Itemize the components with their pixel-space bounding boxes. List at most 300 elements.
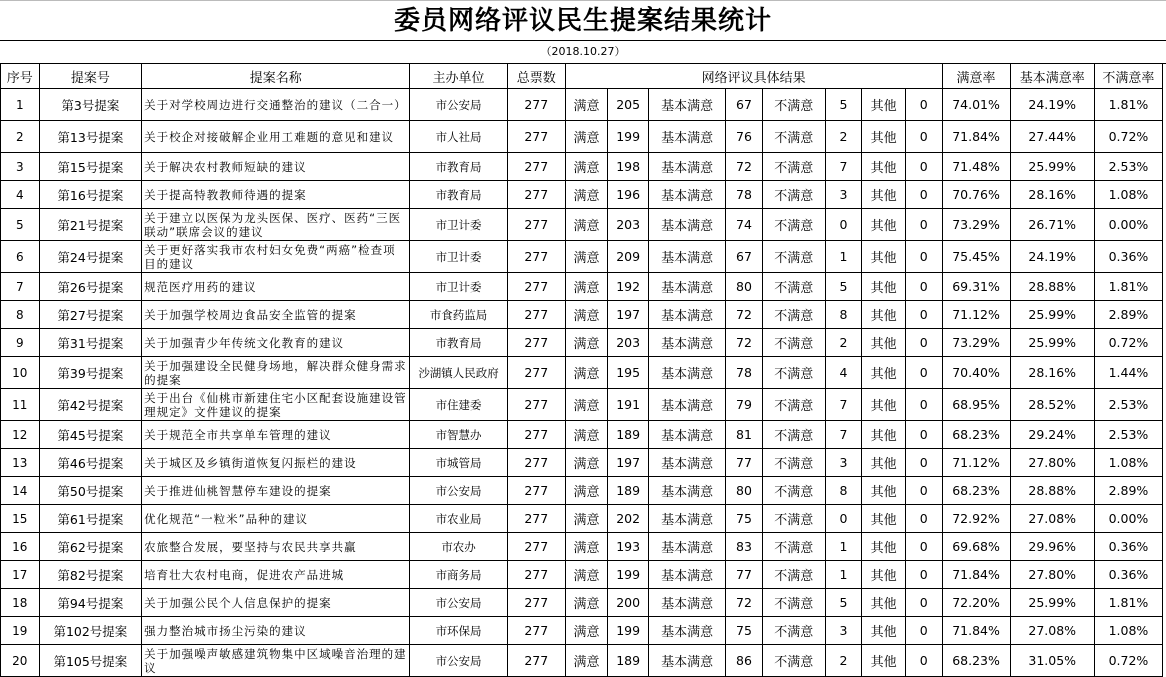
cell-basic-label: 基本满意 — [648, 449, 725, 477]
cell-satisfied-label: 满意 — [565, 181, 608, 209]
cell-satisfied-count: 199 — [608, 121, 649, 153]
cell-unsatisfied-label: 不满意 — [762, 329, 825, 357]
cell-total-votes: 277 — [507, 121, 565, 153]
cell-unsatisfied-label: 不满意 — [762, 357, 825, 389]
cell-seq: 1 — [1, 89, 40, 121]
cell-host-unit: 市智慧办 — [410, 421, 508, 449]
cell-basic-satisfaction-rate: 28.16% — [1010, 181, 1094, 209]
cell-basic-satisfaction-rate: 28.88% — [1010, 477, 1094, 505]
cell-satisfied-label: 满意 — [565, 589, 608, 617]
cell-satisfaction-rate: 68.95% — [942, 389, 1010, 421]
cell-basic-count: 78 — [726, 357, 763, 389]
cell-proposal-no: 第45号提案 — [39, 421, 142, 449]
cell-basic-satisfaction-rate: 29.96% — [1010, 533, 1094, 561]
cell-basic-satisfaction-rate: 25.99% — [1010, 301, 1094, 329]
cell-seq: 10 — [1, 357, 40, 389]
cell-satisfaction-rate: 71.12% — [942, 301, 1010, 329]
cell-total-votes: 277 — [507, 153, 565, 181]
cell-total-votes: 277 — [507, 329, 565, 357]
cell-other-label: 其他 — [862, 241, 906, 273]
cell-dissatisfaction-rate: 1.08% — [1094, 617, 1162, 645]
cell-dissatisfaction-rate: 1.81% — [1094, 89, 1162, 121]
cell-proposal-name: 关于更好落实我市农村妇女免费“两癌”检查项目的建议 — [142, 241, 410, 273]
cell-satisfied-label: 满意 — [565, 449, 608, 477]
cell-proposal-no: 第102号提案 — [39, 617, 142, 645]
cell-seq: 15 — [1, 505, 40, 533]
cell-proposal-name: 关于对学校周边进行交通整治的建议（二合一） — [142, 89, 410, 121]
cell-satisfied-label: 满意 — [565, 505, 608, 533]
cell-dissatisfaction-rate: 1.08% — [1094, 181, 1162, 209]
cell-seq: 4 — [1, 181, 40, 209]
cell-seq: 5 — [1, 209, 40, 241]
cell-unsatisfied-count: 1 — [825, 241, 862, 273]
cell-host-unit: 市公安局 — [410, 645, 508, 677]
header-row — [1, 64, 1163, 89]
cell-proposal-no: 第105号提案 — [39, 645, 142, 677]
cell-dissatisfaction-rate: 0.00% — [1094, 209, 1162, 241]
cell-basic-label: 基本满意 — [648, 181, 725, 209]
cell-satisfied-count: 198 — [608, 153, 649, 181]
cell-other-count: 0 — [905, 533, 942, 561]
cell-other-count: 0 — [905, 449, 942, 477]
cell-seq: 18 — [1, 589, 40, 617]
table-row — [1, 589, 1163, 617]
cell-proposal-no: 第26号提案 — [39, 273, 142, 301]
cell-satisfaction-rate: 73.29% — [942, 329, 1010, 357]
cell-satisfied-count: 202 — [608, 505, 649, 533]
cell-dissatisfaction-rate: 0.36% — [1094, 241, 1162, 273]
cell-proposal-name: 关于提高特教教师待遇的提案 — [142, 181, 410, 209]
cell-satisfied-count: 193 — [608, 533, 649, 561]
cell-proposal-name: 关于加强学校周边食品安全监管的提案 — [142, 301, 410, 329]
cell-satisfied-count: 191 — [608, 389, 649, 421]
cell-satisfied-label: 满意 — [565, 561, 608, 589]
cell-satisfied-label: 满意 — [565, 153, 608, 181]
header-proposal-name: 提案名称 — [142, 64, 410, 89]
cell-unsatisfied-count: 7 — [825, 421, 862, 449]
cell-host-unit: 市人社局 — [410, 121, 508, 153]
cell-satisfied-count: 196 — [608, 181, 649, 209]
cell-basic-label: 基本满意 — [648, 301, 725, 329]
cell-satisfaction-rate: 71.12% — [942, 449, 1010, 477]
cell-host-unit: 市环保局 — [410, 617, 508, 645]
table-row — [1, 421, 1163, 449]
cell-proposal-no: 第24号提案 — [39, 241, 142, 273]
cell-basic-label: 基本满意 — [648, 241, 725, 273]
cell-basic-count: 79 — [726, 389, 763, 421]
cell-dissatisfaction-rate: 2.89% — [1094, 477, 1162, 505]
cell-satisfied-count: 192 — [608, 273, 649, 301]
cell-basic-satisfaction-rate: 27.08% — [1010, 505, 1094, 533]
cell-unsatisfied-label: 不满意 — [762, 209, 825, 241]
cell-satisfied-label: 满意 — [565, 329, 608, 357]
cell-other-label: 其他 — [862, 121, 906, 153]
cell-proposal-name: 关于规范全市共享单车管理的建议 — [142, 421, 410, 449]
cell-proposal-no: 第15号提案 — [39, 153, 142, 181]
cell-host-unit: 市住建委 — [410, 389, 508, 421]
cell-proposal-name: 培育壮大农村电商，促进农产品进城 — [142, 561, 410, 589]
cell-unsatisfied-count: 1 — [825, 561, 862, 589]
cell-other-label: 其他 — [862, 209, 906, 241]
cell-dissatisfaction-rate: 2.53% — [1094, 389, 1162, 421]
cell-proposal-no: 第13号提案 — [39, 121, 142, 153]
cell-dissatisfaction-rate: 1.81% — [1094, 273, 1162, 301]
cell-basic-count: 81 — [726, 421, 763, 449]
cell-unsatisfied-label: 不满意 — [762, 477, 825, 505]
cell-other-count: 0 — [905, 121, 942, 153]
cell-other-label: 其他 — [862, 449, 906, 477]
cell-satisfied-label: 满意 — [565, 209, 608, 241]
cell-seq: 17 — [1, 561, 40, 589]
cell-other-count: 0 — [905, 421, 942, 449]
cell-unsatisfied-count: 4 — [825, 357, 862, 389]
cell-host-unit: 市卫计委 — [410, 273, 508, 301]
cell-other-label: 其他 — [862, 301, 906, 329]
header-basic-satisfaction-rate: 基本满意率 — [1010, 64, 1094, 89]
cell-other-count: 0 — [905, 89, 942, 121]
cell-host-unit: 市教育局 — [410, 153, 508, 181]
cell-basic-label: 基本满意 — [648, 561, 725, 589]
cell-unsatisfied-count: 3 — [825, 449, 862, 477]
cell-other-count: 0 — [905, 617, 942, 645]
cell-other-count: 0 — [905, 589, 942, 617]
cell-satisfied-count: 203 — [608, 329, 649, 357]
table-body — [1, 89, 1163, 677]
cell-total-votes: 277 — [507, 241, 565, 273]
cell-satisfaction-rate: 68.23% — [942, 645, 1010, 677]
cell-seq: 9 — [1, 329, 40, 357]
cell-total-votes: 277 — [507, 273, 565, 301]
cell-unsatisfied-count: 7 — [825, 389, 862, 421]
results-table — [0, 63, 1163, 677]
cell-proposal-name: 关于校企对接破解企业用工难题的意见和建议 — [142, 121, 410, 153]
cell-basic-label: 基本满意 — [648, 273, 725, 301]
cell-basic-label: 基本满意 — [648, 153, 725, 181]
cell-basic-count: 72 — [726, 153, 763, 181]
cell-satisfied-count: 200 — [608, 589, 649, 617]
cell-satisfaction-rate: 71.84% — [942, 121, 1010, 153]
table-row — [1, 561, 1163, 589]
cell-unsatisfied-label: 不满意 — [762, 89, 825, 121]
cell-basic-label: 基本满意 — [648, 477, 725, 505]
cell-basic-satisfaction-rate: 27.44% — [1010, 121, 1094, 153]
cell-proposal-name: 农旅整合发展，要坚持与农民共享共赢 — [142, 533, 410, 561]
cell-basic-satisfaction-rate: 29.24% — [1010, 421, 1094, 449]
cell-other-label: 其他 — [862, 505, 906, 533]
table-row — [1, 329, 1163, 357]
cell-unsatisfied-count: 0 — [825, 505, 862, 533]
cell-satisfaction-rate: 69.31% — [942, 273, 1010, 301]
cell-proposal-no: 第31号提案 — [39, 329, 142, 357]
table-row — [1, 449, 1163, 477]
cell-satisfied-count: 199 — [608, 561, 649, 589]
cell-other-count: 0 — [905, 301, 942, 329]
cell-seq: 2 — [1, 121, 40, 153]
cell-satisfied-label: 满意 — [565, 121, 608, 153]
cell-proposal-name: 优化规范“一粒米”品种的建议 — [142, 505, 410, 533]
cell-dissatisfaction-rate: 0.72% — [1094, 121, 1162, 153]
cell-proposal-no: 第21号提案 — [39, 209, 142, 241]
header-results: 网络评议具体结果 — [565, 64, 942, 89]
cell-satisfied-label: 满意 — [565, 617, 608, 645]
cell-seq: 14 — [1, 477, 40, 505]
header-dissatisfaction-rate: 不满意率 — [1094, 64, 1162, 89]
cell-proposal-name: 关于出台《仙桃市新建住宅小区配套设施建设管理规定》文件建议的提案 — [142, 389, 410, 421]
cell-basic-count: 74 — [726, 209, 763, 241]
cell-satisfied-label: 满意 — [565, 241, 608, 273]
cell-other-count: 0 — [905, 209, 942, 241]
cell-satisfied-label: 满意 — [565, 421, 608, 449]
cell-basic-count: 75 — [726, 617, 763, 645]
cell-other-count: 0 — [905, 181, 942, 209]
cell-unsatisfied-count: 2 — [825, 645, 862, 677]
cell-basic-label: 基本满意 — [648, 421, 725, 449]
cell-host-unit: 市食药监局 — [410, 301, 508, 329]
cell-proposal-name: 关于加强噪声敏感建筑物集中区域噪音治理的建议 — [142, 645, 410, 677]
cell-basic-satisfaction-rate: 25.99% — [1010, 329, 1094, 357]
cell-unsatisfied-count: 5 — [825, 273, 862, 301]
cell-basic-count: 67 — [726, 241, 763, 273]
cell-basic-count: 72 — [726, 301, 763, 329]
cell-total-votes: 277 — [507, 617, 565, 645]
cell-host-unit: 市公安局 — [410, 89, 508, 121]
table-row — [1, 357, 1163, 389]
cell-other-count: 0 — [905, 505, 942, 533]
cell-basic-count: 67 — [726, 89, 763, 121]
cell-seq: 12 — [1, 421, 40, 449]
cell-host-unit: 市教育局 — [410, 329, 508, 357]
cell-basic-count: 80 — [726, 273, 763, 301]
cell-basic-count: 75 — [726, 505, 763, 533]
cell-other-count: 0 — [905, 241, 942, 273]
cell-proposal-name: 关于建立以医保为龙头医保、医疗、医药“三医联动”联席会议的建议 — [142, 209, 410, 241]
cell-basic-count: 80 — [726, 477, 763, 505]
cell-dissatisfaction-rate: 2.89% — [1094, 301, 1162, 329]
cell-unsatisfied-count: 3 — [825, 617, 862, 645]
cell-proposal-name: 关于加强青少年传统文化教育的建议 — [142, 329, 410, 357]
cell-basic-satisfaction-rate: 28.88% — [1010, 273, 1094, 301]
table-row — [1, 617, 1163, 645]
cell-satisfaction-rate: 70.40% — [942, 357, 1010, 389]
cell-seq: 8 — [1, 301, 40, 329]
cell-dissatisfaction-rate: 1.44% — [1094, 357, 1162, 389]
cell-basic-satisfaction-rate: 24.19% — [1010, 241, 1094, 273]
table-row — [1, 645, 1163, 677]
cell-other-count: 0 — [905, 273, 942, 301]
cell-unsatisfied-count: 7 — [825, 153, 862, 181]
cell-unsatisfied-label: 不满意 — [762, 421, 825, 449]
document-date: （2018.10.27） — [0, 40, 1166, 64]
cell-dissatisfaction-rate: 0.36% — [1094, 533, 1162, 561]
cell-other-count: 0 — [905, 389, 942, 421]
cell-proposal-name: 关于推进仙桃智慧停车建设的提案 — [142, 477, 410, 505]
cell-unsatisfied-label: 不满意 — [762, 505, 825, 533]
cell-proposal-no: 第50号提案 — [39, 477, 142, 505]
cell-basic-satisfaction-rate: 26.71% — [1010, 209, 1094, 241]
cell-basic-label: 基本满意 — [648, 357, 725, 389]
cell-other-label: 其他 — [862, 421, 906, 449]
cell-host-unit: 市公安局 — [410, 477, 508, 505]
cell-dissatisfaction-rate: 0.72% — [1094, 645, 1162, 677]
cell-total-votes: 277 — [507, 561, 565, 589]
cell-other-label: 其他 — [862, 273, 906, 301]
cell-other-count: 0 — [905, 153, 942, 181]
cell-host-unit: 市公安局 — [410, 589, 508, 617]
cell-dissatisfaction-rate: 2.53% — [1094, 421, 1162, 449]
cell-satisfaction-rate: 71.84% — [942, 617, 1010, 645]
cell-host-unit: 市商务局 — [410, 561, 508, 589]
cell-unsatisfied-count: 8 — [825, 477, 862, 505]
cell-basic-label: 基本满意 — [648, 209, 725, 241]
cell-unsatisfied-count: 1 — [825, 533, 862, 561]
cell-basic-label: 基本满意 — [648, 389, 725, 421]
cell-proposal-no: 第3号提案 — [39, 89, 142, 121]
document-title: 委员网络评议民生提案结果统计 — [0, 0, 1166, 41]
cell-dissatisfaction-rate: 0.00% — [1094, 505, 1162, 533]
cell-total-votes: 277 — [507, 645, 565, 677]
cell-satisfaction-rate: 68.23% — [942, 477, 1010, 505]
cell-proposal-no: 第39号提案 — [39, 357, 142, 389]
cell-other-label: 其他 — [862, 533, 906, 561]
cell-other-label: 其他 — [862, 357, 906, 389]
cell-unsatisfied-count: 5 — [825, 589, 862, 617]
cell-host-unit: 市城管局 — [410, 449, 508, 477]
cell-dissatisfaction-rate: 1.81% — [1094, 589, 1162, 617]
cell-satisfaction-rate: 72.20% — [942, 589, 1010, 617]
cell-satisfaction-rate: 71.84% — [942, 561, 1010, 589]
cell-satisfied-count: 189 — [608, 477, 649, 505]
cell-dissatisfaction-rate: 1.08% — [1094, 449, 1162, 477]
cell-basic-count: 78 — [726, 181, 763, 209]
cell-total-votes: 277 — [507, 209, 565, 241]
cell-unsatisfied-label: 不满意 — [762, 561, 825, 589]
cell-total-votes: 277 — [507, 477, 565, 505]
cell-satisfied-count: 195 — [608, 357, 649, 389]
header-total-votes: 总票数 — [507, 64, 565, 89]
cell-satisfied-count: 189 — [608, 421, 649, 449]
cell-dissatisfaction-rate: 0.36% — [1094, 561, 1162, 589]
cell-total-votes: 277 — [507, 449, 565, 477]
cell-other-label: 其他 — [862, 589, 906, 617]
cell-satisfaction-rate: 73.29% — [942, 209, 1010, 241]
cell-satisfaction-rate: 70.76% — [942, 181, 1010, 209]
cell-basic-label: 基本满意 — [648, 533, 725, 561]
cell-proposal-no: 第27号提案 — [39, 301, 142, 329]
cell-other-count: 0 — [905, 561, 942, 589]
cell-host-unit: 沙湖镇人民政府 — [410, 357, 508, 389]
cell-seq: 7 — [1, 273, 40, 301]
cell-unsatisfied-label: 不满意 — [762, 153, 825, 181]
cell-proposal-name: 关于加强公民个人信息保护的提案 — [142, 589, 410, 617]
cell-satisfied-label: 满意 — [565, 89, 608, 121]
cell-unsatisfied-label: 不满意 — [762, 181, 825, 209]
cell-unsatisfied-label: 不满意 — [762, 617, 825, 645]
cell-other-count: 0 — [905, 645, 942, 677]
cell-basic-count: 77 — [726, 561, 763, 589]
cell-host-unit: 市农办 — [410, 533, 508, 561]
cell-seq: 20 — [1, 645, 40, 677]
header-seq: 序号 — [1, 64, 40, 89]
cell-satisfied-label: 满意 — [565, 533, 608, 561]
cell-satisfied-count: 203 — [608, 209, 649, 241]
cell-total-votes: 277 — [507, 533, 565, 561]
table-row — [1, 533, 1163, 561]
cell-satisfied-count: 189 — [608, 645, 649, 677]
cell-basic-label: 基本满意 — [648, 645, 725, 677]
cell-basic-satisfaction-rate: 31.05% — [1010, 645, 1094, 677]
table-row — [1, 181, 1163, 209]
cell-seq: 19 — [1, 617, 40, 645]
cell-unsatisfied-label: 不满意 — [762, 589, 825, 617]
cell-total-votes: 277 — [507, 301, 565, 329]
cell-other-label: 其他 — [862, 181, 906, 209]
cell-dissatisfaction-rate: 0.72% — [1094, 329, 1162, 357]
cell-host-unit: 市卫计委 — [410, 241, 508, 273]
cell-proposal-no: 第82号提案 — [39, 561, 142, 589]
cell-satisfaction-rate: 75.45% — [942, 241, 1010, 273]
cell-satisfied-count: 205 — [608, 89, 649, 121]
cell-unsatisfied-count: 2 — [825, 121, 862, 153]
cell-basic-satisfaction-rate: 27.08% — [1010, 617, 1094, 645]
header-proposal-no: 提案号 — [39, 64, 142, 89]
cell-basic-count: 83 — [726, 533, 763, 561]
cell-seq: 3 — [1, 153, 40, 181]
cell-unsatisfied-label: 不满意 — [762, 241, 825, 273]
cell-unsatisfied-label: 不满意 — [762, 121, 825, 153]
cell-total-votes: 277 — [507, 389, 565, 421]
cell-basic-label: 基本满意 — [648, 505, 725, 533]
cell-seq: 16 — [1, 533, 40, 561]
cell-other-count: 0 — [905, 329, 942, 357]
cell-satisfied-label: 满意 — [565, 301, 608, 329]
cell-unsatisfied-label: 不满意 — [762, 645, 825, 677]
cell-satisfaction-rate: 72.92% — [942, 505, 1010, 533]
cell-proposal-no: 第42号提案 — [39, 389, 142, 421]
cell-unsatisfied-label: 不满意 — [762, 533, 825, 561]
cell-basic-label: 基本满意 — [648, 589, 725, 617]
cell-dissatisfaction-rate: 2.53% — [1094, 153, 1162, 181]
cell-satisfaction-rate: 71.48% — [942, 153, 1010, 181]
cell-total-votes: 277 — [507, 421, 565, 449]
cell-satisfied-count: 197 — [608, 449, 649, 477]
cell-other-label: 其他 — [862, 617, 906, 645]
header-host-unit: 主办单位 — [410, 64, 508, 89]
table-row — [1, 241, 1163, 273]
cell-proposal-name: 规范医疗用药的建议 — [142, 273, 410, 301]
cell-unsatisfied-label: 不满意 — [762, 449, 825, 477]
cell-proposal-name: 关于解决农村教师短缺的建议 — [142, 153, 410, 181]
cell-satisfied-count: 209 — [608, 241, 649, 273]
cell-other-label: 其他 — [862, 389, 906, 421]
cell-satisfied-label: 满意 — [565, 477, 608, 505]
cell-satisfied-count: 199 — [608, 617, 649, 645]
cell-basic-satisfaction-rate: 24.19% — [1010, 89, 1094, 121]
cell-total-votes: 277 — [507, 181, 565, 209]
cell-unsatisfied-label: 不满意 — [762, 389, 825, 421]
cell-proposal-no: 第61号提案 — [39, 505, 142, 533]
cell-total-votes: 277 — [507, 89, 565, 121]
cell-basic-satisfaction-rate: 27.80% — [1010, 561, 1094, 589]
cell-proposal-no: 第62号提案 — [39, 533, 142, 561]
cell-basic-count: 86 — [726, 645, 763, 677]
cell-basic-count: 76 — [726, 121, 763, 153]
cell-other-label: 其他 — [862, 477, 906, 505]
cell-proposal-no: 第94号提案 — [39, 589, 142, 617]
cell-seq: 11 — [1, 389, 40, 421]
cell-basic-satisfaction-rate: 27.80% — [1010, 449, 1094, 477]
cell-other-count: 0 — [905, 477, 942, 505]
table-row — [1, 209, 1163, 241]
